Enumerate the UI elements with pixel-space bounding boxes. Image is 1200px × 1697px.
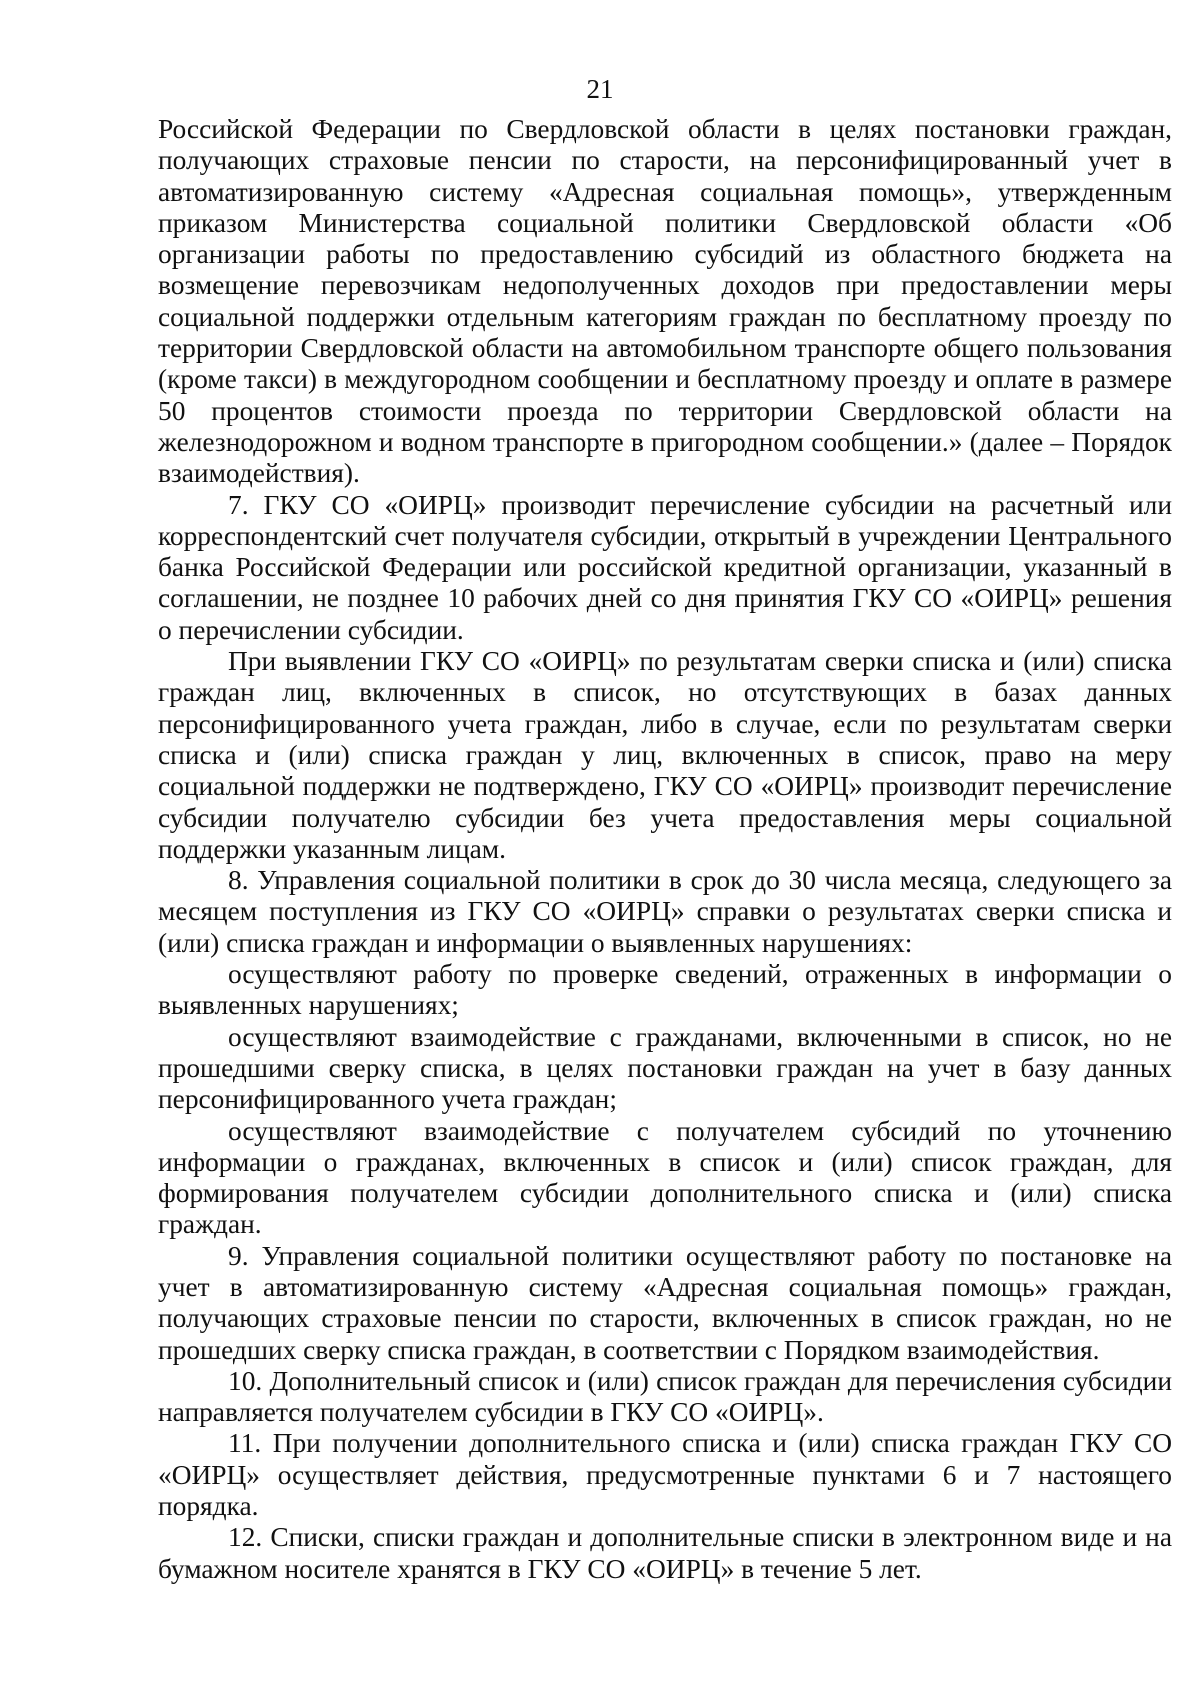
paragraph-item-7: 7. ГКУ СО «ОИРЦ» производит перечисление субсидии на расчетный или корреспондентский счет получателя субсидии, открытый в учреждении Центрального банка Российской Федерации или российской кредитной организации, указанный в соглашении, не позднее 10 рабочих дней со дня принятия ГКУ СО «ОИРЦ» решения о перечислении субсидии. [158,489,1172,645]
document-body [158,114,1172,1585]
paragraph-item-8-sub-3: осуществляют взаимодействие с получателем субсидий по уточнению информации о гражданах, включенных в список и (или) список граждан, для формирования получателем субсидии дополнительного списка и (или) списка граждан. [158,1115,1172,1240]
paragraph-item-10: 10. Дополнительный список и (или) список граждан для перечисления субсидии направляется получателем субсидии в ГКУ СО «ОИРЦ». [158,1365,1172,1428]
paragraph-item-11: 11. При получении дополнительного списка и (или) списка граждан ГКУ СО «ОИРЦ» осуществляет действия, предусмотренные пунктами 6 и 7 настоящего порядка. [158,1428,1172,1522]
paragraph-item-8-sub-1: осуществляют работу по проверке сведений, отраженных в информации о выявленных нарушениях; [158,959,1172,1021]
paragraph-item-7-detail: При выявлении ГКУ СО «ОИРЦ» по результатам сверки списка и (или) списка граждан лиц, включенных в список, но отсутствующих в базах данных персонифицированного учета граждан, либо в случае, если по результатам сверки списка и (или) списка граждан у лиц, включенных в список, право на меру социальной поддержки не подтверждено, ГКУ СО «ОИРЦ» производит перечисление субсидии получателю субсидии без учета предоставления меры социальной поддержки указанным лицам. [158,646,1172,864]
paragraph-item-12: 12. Списки, списки граждан и дополнительные списки в электронном виде и на бумажном носителе хранятся в ГКУ СО «ОИРЦ» в течение 5 лет. [158,1522,1172,1584]
paragraph-item-8-sub-2: осуществляют взаимодействие с гражданами, включенными в список, но не прошедшими сверку списка, в целях постановки граждан на учет в базу данных персонифицированного учета граждан; [158,1021,1172,1115]
paragraph-item-9: 9. Управления социальной политики осуществляют работу по постановке на учет в автоматизированную систему «Адресная социальная помощь» граждан, получающих страховые пенсии по старости, включенных в список граждан, но не прошедших сверку списка граждан, в соответствии с Порядком взаимодействия. [158,1240,1172,1365]
paragraph-item-8: 8. Управления социальной политики в срок до 30 числа месяца, следующего за месяцем поступления из ГКУ СО «ОИРЦ» справки о результатах сверки списка и (или) списка граждан и информации о выявленных нарушениях: [158,865,1172,958]
paragraph-continuation: Российской Федерации по Свердловской области в целях постановки граждан, получающих страховые пенсии по старости, на персонифицированный учет в автоматизированную систему «Адресная социальная помощь», утвержденным приказом Министерства социальной политики Свердловской области «Об организации работы по предоставлению субсидий из областного бюджета на возмещение перевозчикам недополученных доходов при предоставлении меры социальной поддержки отдельным категориям граждан по бесплатному проезду по территории Свердловской области на автомобильном транспорте общего пользования (кроме такси) в междугородном сообщении и бесплатному проезду и оплате в размере 50 процентов стоимости проезда по территории Свердловской области на железнодорожном и водном транспорте в пригородном сообщении.» (далее – Порядок взаимодействия). [158,114,1172,489]
page-number: 21 [586,74,614,104]
